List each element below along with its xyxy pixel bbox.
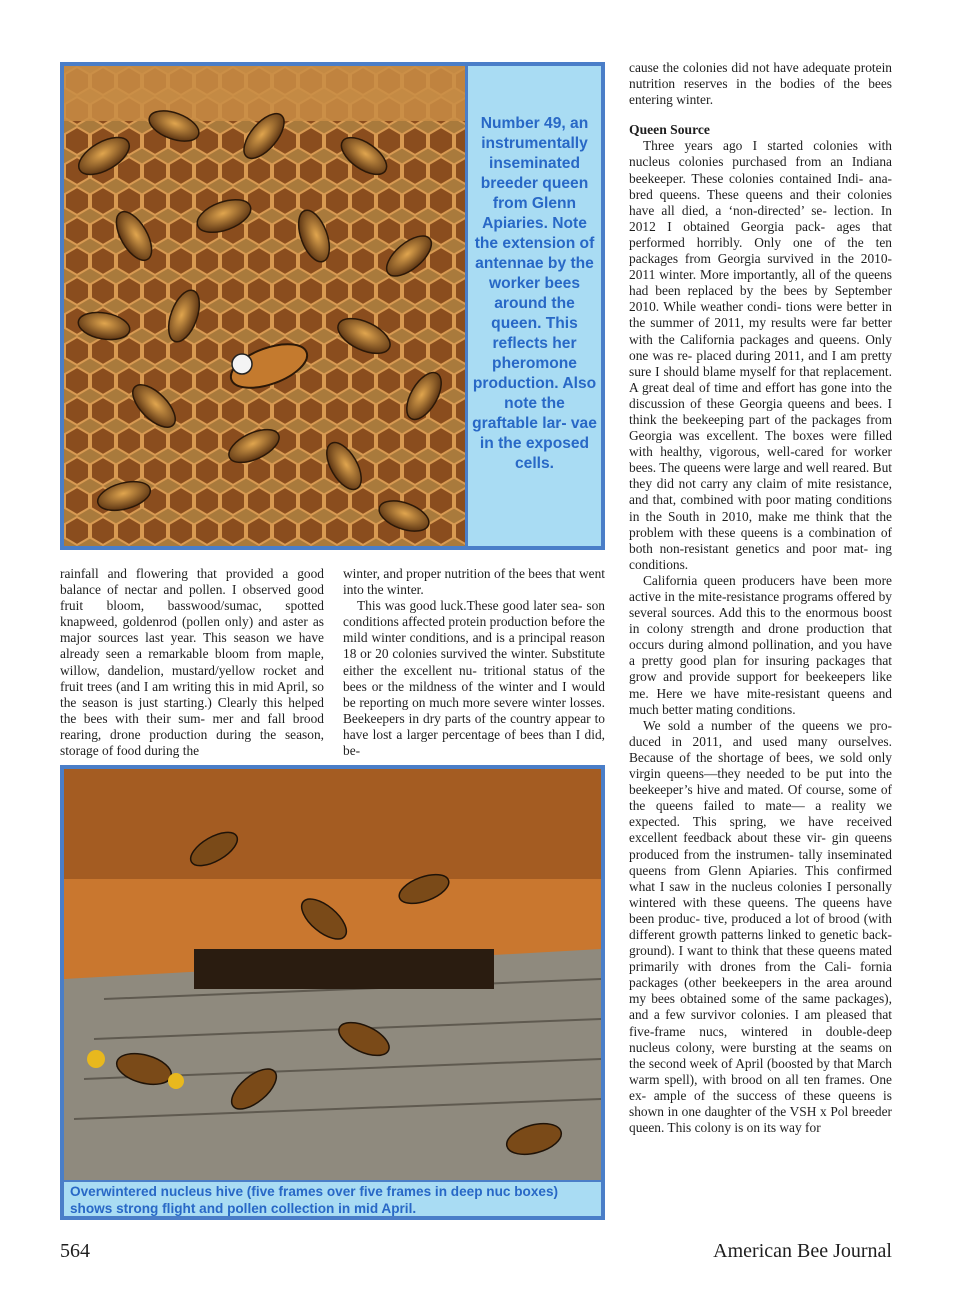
- section-heading: Queen Source: [629, 122, 710, 138]
- page-number: 564: [60, 1240, 90, 1262]
- hive-entrance-image: [64, 769, 601, 1216]
- queen-photo: [60, 62, 605, 550]
- photo-caption-top: Number 49, an instrumentally inseminated breeder queen from Glenn Apiaries. Note the extension of antennae by the worker bees around the queen. This reflects her pheromone production. Also note the graftable lar- vae in the exposed cells.: [465, 66, 601, 546]
- paragraph: winter, and proper nutrition of the bees that went into the winter.: [343, 566, 605, 598]
- right-column: [629, 60, 892, 1136]
- journal-name: American Bee Journal: [713, 1240, 892, 1262]
- paragraph: Three years ago I started colonies with nucleus colonies purchased from an Indiana beekeeper. These colonies contained Indi- ana-bred queens. These queens and their colonies have all died, a ‘non-directed’ se- lection. In 2012 I obtained Georgia pack- ages that performed horribly. Only one of the ten packages from Georgia survived in the 2010-2011 winter. More importantly, all of the queens had been replaced by the bees by September 2010. While weather condi- tions were better in the summer of 2011, my results were far better with the California packages and queens. Only one was re- placed during 2011, and I am pretty sure I should blame myself for that replacement. A great deal of time and effort has gone into the discussion of these Georgia queens and bees. I think the beekeeping part of the packages from Georgia was excellent. The boxes were filled with healthy, vigorous, well-cared for worker bees. The queens were large and well reared. But they did not carry any claim of mite resistance, and that, combined with poor mating conditions in the South in 2010, make me think that the problem with these queens is a combination of both non-resistant genetics and poor mat- ing conditions.: [629, 138, 892, 572]
- paragraph: rainfall and flowering that provided a good balance of nectar and pollen. I observed good fruit bloom, basswood/sumac, spotted knapweed, goldenrod (pollen only) and aster as major sources last year. This season we have already seen a remarkable bloom from maple, willow, dandelion, mustard/yellow rocket and fruit trees (and I am writing this in mid April, so the season is just starting.) Clearly this helped the bees with their sum- mer and fall brood rearing, drone production during the season, storage of food during the: [60, 566, 324, 759]
- paragraph: California queen producers have been more active in the mite-resistance programs offered by several sources. Add this to the enormous boost in colony strength and drone production that occurs during almond pollination, and you have a pretty good plan for insuring packages that grow and provide support for beekeepers like me. Here we have mite-resistant queens and much better mating conditions.: [629, 572, 892, 717]
- paragraph: This was good luck.These good later sea- son conditions affected protein production before the mild winter conditions, and is a principal reason 18 or 20 colonies survived the winter. Substitute either the excellent nu- tritional status of the bees or the mildness of the winter and I would be reporting on much more severe winter losses. Beekeepers in dry parts of the country appear to have lost a larger percentage of bees than I did, be-: [343, 598, 605, 759]
- photo-caption-bottom: Overwintered nucleus hive (five frames over five frames in deep nuc boxes) shows strong flight and pollen collection in mid April.: [64, 1180, 601, 1216]
- hive-photo: [60, 765, 605, 1220]
- queen-comb-image: [64, 66, 465, 546]
- paragraph: We sold a number of the queens we pro- duced in 2011, and used many ourselves. Because of the shortage of bees, we sold only virgin queens—they needed to be put into the beekeeper’s hive and mated. Of course, some of the queens failed to mate— a reality we expected. This spring, we have received excellent feedback about these vir- gin queens produced from the instrumen- tally inseminated queens from Glenn Apiaries. This confirmed what I saw in the nucleus colonies I personally wintered with these queens. The queens have been produc- tive, produced a lot of brood (with different growth patterns linked to genetic back- ground). I want to think that these queens mated primarily with drones from the Cali- fornia packages (other beekeepers in the area around my bees obtained some of the same packages), and a few survivor colonies. I am pleased that five-frame nucs, wintered in double-deep nucleus colony, were bursting at the seams on the second week of April (boosted by that March warm spell), with brood on all ten frames. One ex- ample of the success of these queens is shown in one daughter of the VSH x Pol breeder queen. This colony is on its way for: [629, 717, 892, 1136]
- paragraph: cause the colonies did not have adequate protein nutrition reserves in the bodies of the bees entering winter.: [629, 60, 892, 108]
- left-column: [60, 566, 324, 759]
- middle-column: [343, 566, 605, 759]
